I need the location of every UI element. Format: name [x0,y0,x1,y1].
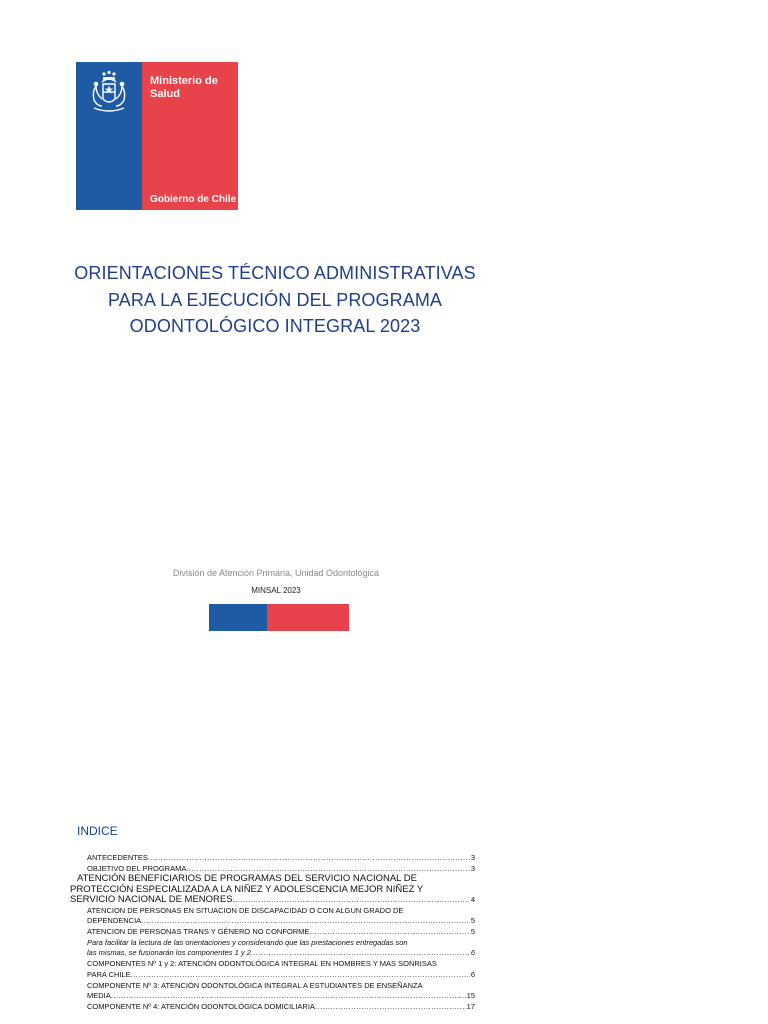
toc-entry[interactable] [87,959,475,980]
logo-blue-panel [76,62,142,210]
toc-entry-title-line2: PROTECCIÓN ESPECIALIZADA A LA NIÑEZ Y ADOLESCENCIA MEJOR NIÑEZ Y [70,883,424,895]
toc-entry-page: 5 [470,916,475,926]
flag-bar-blue [209,604,267,631]
toc-entry-title-line1: COMPONENTES Nº 1 y 2: ATENCIÓN ODONTOLÓGICA INTEGRAL EN HOMBRES Y MAS SONRISAS [87,959,437,969]
toc-entry-title: DEPENDENCIA [87,916,142,926]
chile-coat-of-arms-icon [82,68,136,116]
toc-entry-title: OBJETIVO DEL PROGRAMA [87,863,187,873]
title-line-1: ORIENTACIONES TÉCNICO ADMINISTRATIVAS [74,263,476,283]
flag-color-bar [209,604,349,631]
toc-entry-page: 15 [466,991,475,1001]
toc-entry-title: MEDIA [87,991,111,1001]
toc-entry-page: 3 [470,863,475,873]
title-line-3: ODONTOLÓGICO INTEGRAL 2023 [129,316,421,336]
toc-entry-page: 6 [470,948,475,958]
document-title [20,260,530,340]
toc-entry[interactable] [87,906,475,927]
toc-entry-title: ANTECEDENTES [87,853,148,862]
toc-entry[interactable] [70,874,475,905]
toc-entry[interactable] [87,853,475,864]
toc-entry[interactable] [87,1002,475,1013]
toc-entry-page: 5 [470,927,475,937]
toc-entry-page: 6 [470,969,475,979]
toc-entry-title: PARA CHILE [87,969,131,979]
toc-entry-page: 4 [470,895,475,905]
toc-entry[interactable] [87,938,475,959]
toc-entry-title-line1: Para facilitar la lectura de las orientaciones y considerando que las prestaciones entregadas son [87,937,408,947]
table-of-contents [70,853,475,1013]
toc-entry[interactable] [87,927,475,938]
flag-bar-red [267,604,349,631]
ministerio-de-salud-logo [76,62,238,210]
division-label: División de Atención Primaria, Unidad Odontológica [172,568,380,578]
minsal-year: MINSAL 2023 [251,586,301,595]
ministry-name: Ministerio de Salud [150,75,218,100]
toc-entry-title: SERVICIO NACIONAL DE MENORES. [70,895,236,906]
toc-entry-title-line1: ATENCION DE PERSONAS EN SITUACION DE DISCAPACIDAD O CON ALGUN GRADO DE [87,905,404,915]
toc-entry-title: COMPONENTE Nº 4: ATENCIÓN ODONTOLÓGICA DOMICILIARIA [87,1001,315,1011]
logo-red-panel [142,62,238,210]
title-line-2: PARA LA EJECUCIÓN DEL PROGRAMA [107,289,443,310]
toc-entry-page: 17 [466,1001,475,1011]
toc-entry-page: 3 [470,853,475,862]
toc-entry[interactable] [87,981,475,1002]
toc-entry-title: las mismas, se fusionarán los componentes 1 y 2 [87,948,251,958]
toc-entry-title-line1: ATENCIÓN BENEFICIARIOS DE PROGRAMAS DEL SERVICIO NACIONAL DE [77,873,417,885]
toc-entry-title-line1: COMPONENTE Nº 3: ATENCIÓN ODONTOLÓGICA INTEGRAL A ESTUDIANTES DE ENSEÑANZA [87,980,423,990]
index-heading: INDICE [77,824,118,838]
toc-entry-title: ATENCION DE PERSONAS TRANS Y GÉNERO NO CONFORME [87,927,310,937]
government-name: Gobierno de Chile [150,194,237,205]
